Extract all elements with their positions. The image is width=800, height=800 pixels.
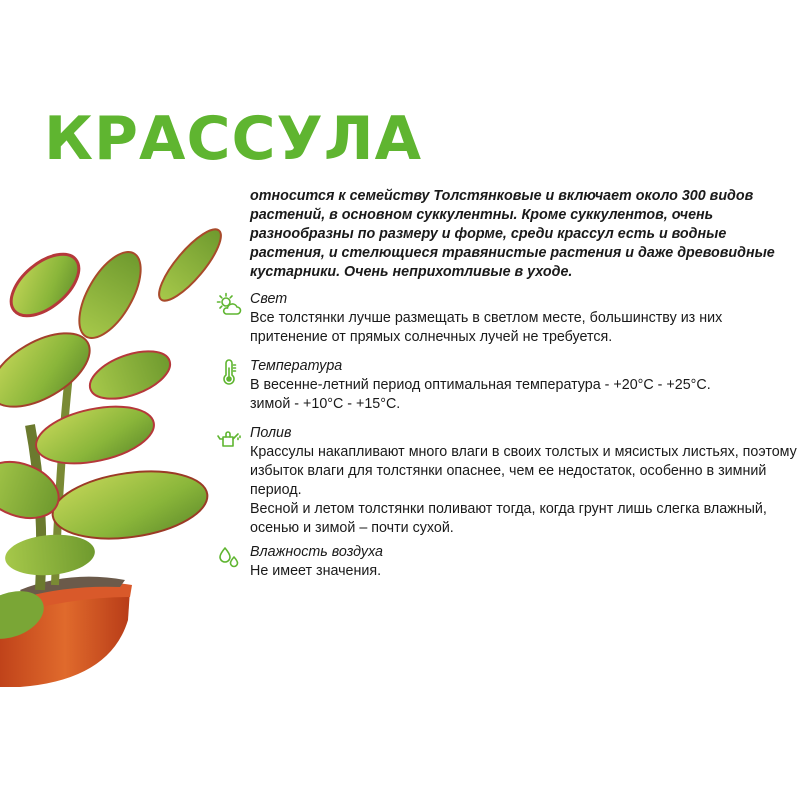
section-humidity-text: Не имеет значения. [250, 563, 382, 579]
section-temperature-heading: Температура [250, 358, 343, 374]
section-temperature-text: В весенне-летний период оптимальная температура - +20°С - +25°С. [250, 377, 711, 393]
page-title: КРАССУЛА [44, 104, 423, 174]
section-watering-text-seasons: Весной и летом толстянки поливают тогда, когда грунт лишь слегка влажный, осенью и зимой – почти сухой. [250, 501, 767, 536]
section-light-text: Все толстянки лучше размещать в светлом месте, большинству из них притенение от прямых солнечных лучей не требуется. [250, 310, 723, 345]
section-temperature [250, 357, 800, 414]
sun-cloud-icon [216, 292, 242, 318]
droplets-icon [216, 545, 242, 571]
section-humidity-heading: Влажность воздуха [250, 544, 384, 560]
section-temperature-text-winter: зимой - +10°С - +15°С. [250, 396, 401, 412]
watering-can-icon [216, 426, 242, 452]
section-watering [250, 424, 800, 538]
thermometer-icon [216, 359, 242, 385]
crassula-plant-image [0, 225, 250, 690]
section-light-heading: Свет [250, 291, 288, 307]
intro-paragraph: относится к семейству Толстянковые и включает около 300 видов растений, в основном суккулентны. Кроме суккулентов, очень разнообразны по размеру и форме, среди крассул есть и водные растения, и стелющиеся травянистые растения и даже древовидные кустарники. Очень неприхотливые в уходе. [250, 188, 775, 280]
section-watering-text: Крассулы накапливают много влаги в своих толстых и мясистых листьях, поэтому избыток влаги для толстянки опаснее, чем ее недостаток, особенно в зимний период. [250, 444, 797, 498]
section-humidity [250, 543, 800, 581]
section-watering-heading: Полив [250, 425, 292, 441]
section-light [250, 290, 800, 347]
